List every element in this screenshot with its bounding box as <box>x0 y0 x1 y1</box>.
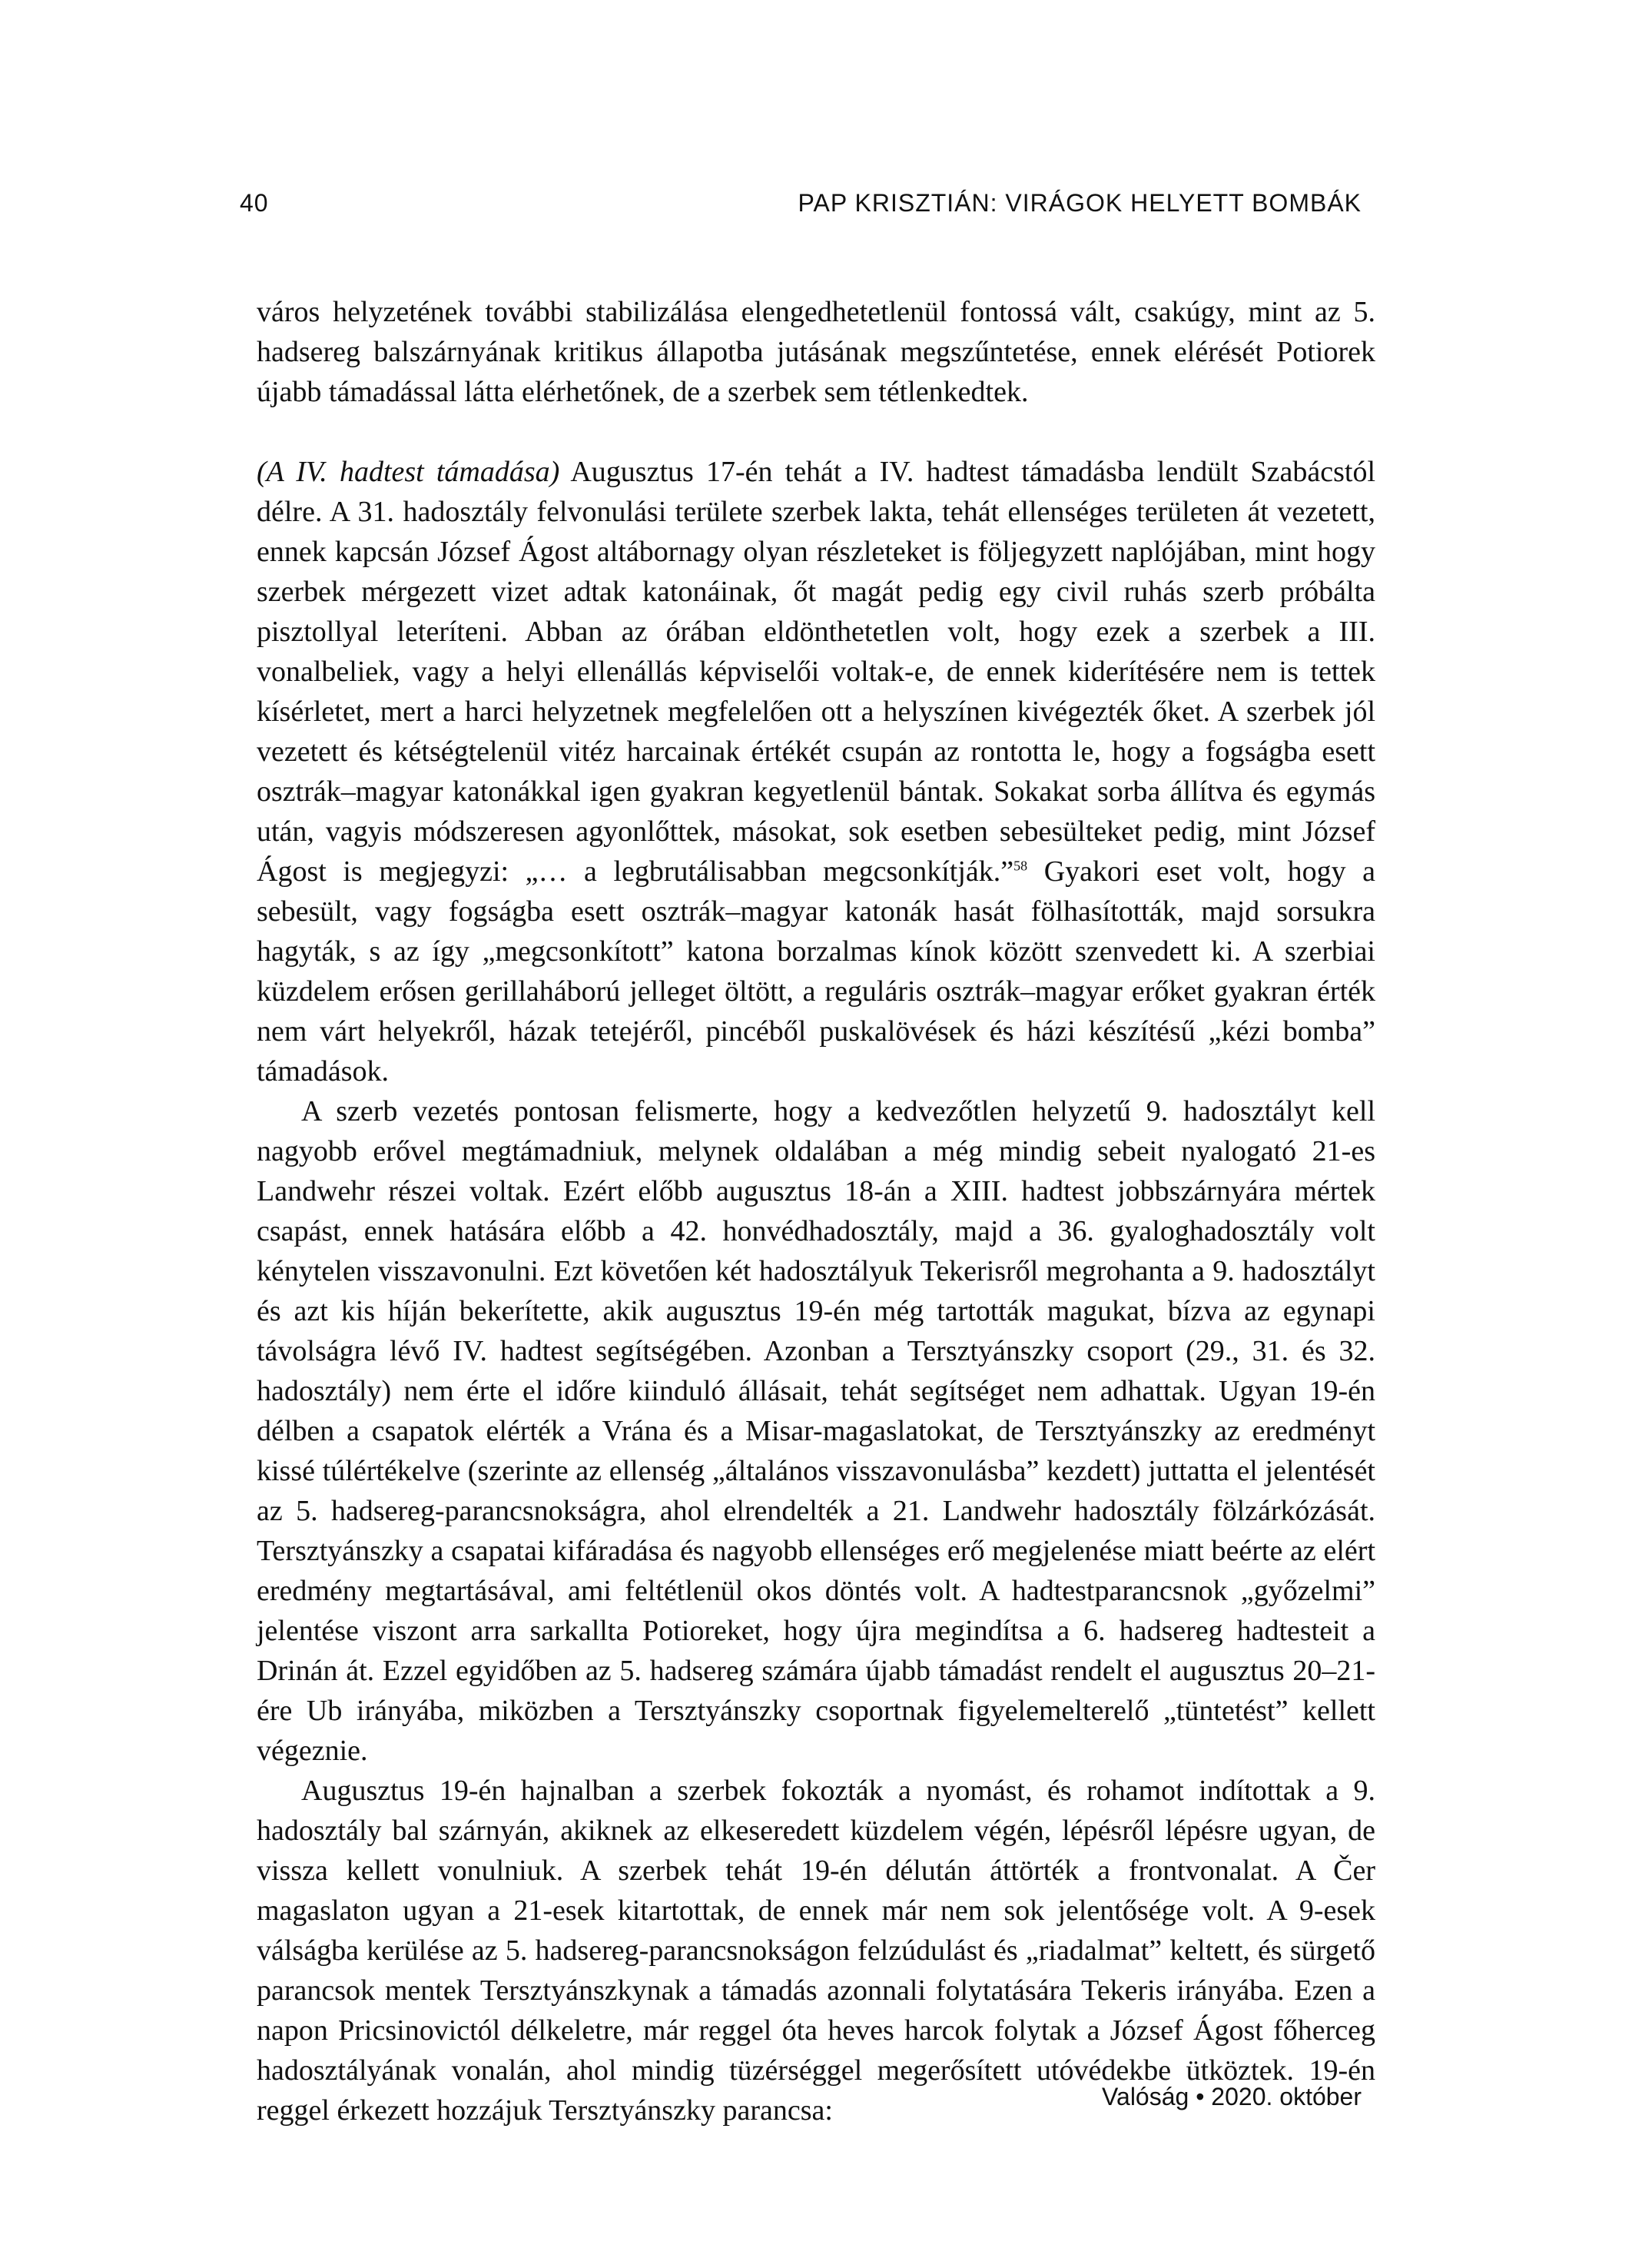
footnote-ref: 58 <box>1013 858 1028 874</box>
article-body <box>257 292 1375 2130</box>
running-title: PAP KRISZTIÁN: VIRÁGOK HELYETT BOMBÁK <box>798 189 1362 217</box>
paragraph-2-text-a: Augusztus 17-én tehát a IV. hadtest támadásba lendült Szabácstól délre. A 31. hadosztály felvonulási területe szerbek lakta, tehát ellenséges területen át vezetett, ennek kapcsán József Ágost altábornagy olyan részleteket is följegyzett naplójában, mint hogy szerbek mérgezett vizet adtak katonáinak, őt magát pedig egy civil ruhás szerb próbálta pisztollyal leteríteni. Abban az órában eldönthetetlen volt, hogy ezek a szerbek a III. vonalbeliek, vagy a helyi ellenállás képviselői voltak-e, de ennek kiderítésére nem is tettek kísérletet, mert a harci helyzetnek megfelelően ott a helyszínen kivégezték őket. A szerbek jól vezetett és kétségtelenül vitéz harcainak értékét csupán az rontotta le, hogy a fogságba esett osztrák–magyar katonákkal igen gyakran kegyetlenül bántak. Sokakat sorba állítva és egymás után, vagyis módszeresen agyonlőttek, másokat, sok esetben sebesülteket pedig, mint József Ágost is megjegyzi: „… a legbrutálisabban megcsonkítják.” <box>257 456 1375 888</box>
paragraph-2 <box>257 452 1375 1091</box>
paragraph-4: Augusztus 19-én hajnalban a szerbek fokozták a nyomást, és rohamot indítottak a 9. hadosztály bal szárnyán, akiknek az elkeseredett küzdelem végén, lépésről lépésre ugyan, de vissza kellett vonulniuk. A szerbek tehát 19-én délután áttörték a frontvonalat. A Čer magaslaton ugyan a 21-esek kitartottak, de ennek már nem sok jelentősége volt. A 9-esek válságba kerülése az 5. hadsereg-parancsnokságon felzúdulást és „riadalmat” keltett, és sürgető parancsok mentek Tersztyánszkynak a támadás azonnali folytatására Tekeris irányába. Ezen a napon Pricsinovictól délkeletre, már reggel óta heves harcok folytak a József Ágost főherceg hadosztályának vonalán, ahol mindig tüzérséggel megerősített utóvédekbe ütköztek. 19-én reggel érkezett hozzájuk Tersztyánszky parancsa: <box>257 1775 1375 2127</box>
paragraph-2-text-b: Gyakori eset volt, hogy a sebesült, vagy fogságba esett osztrák–magyar katonák hasát fölhasították, majd sorsukra hagyták, s az így „megcsonkított” katona borzalmas kínok között szenvedett ki. A szerbiai küzdelem erősen gerillaháború jelleget öltött, a reguláris osztrák–magyar erőket gyakran érték nem várt helyekről, házak tetejéről, pincéből puskalövések és házi készítésű „kézi bomba” támadások. <box>257 855 1375 1088</box>
paragraph-1: város helyzetének további stabilizálása elengedhetetlenül fontossá vált, csakúgy, mint az 5. hadsereg balszárnyának kritikus állapotba jutásának megszűntetése, ennek elérését Potiorek újabb támadással látta elérhetőnek, de a szerbek sem tétlenkedtek. <box>257 296 1375 408</box>
page-number: 40 <box>240 189 269 217</box>
footer-journal: Valóság • 2020. október <box>1102 2083 1362 2110</box>
section-heading: (A IV. hadtest támadása) <box>257 456 560 488</box>
paragraph-3: A szerb vezetés pontosan felismerte, hogy a kedvezőtlen helyzetű 9. hadosztályt kell nagyobb erővel megtámadniuk, melynek oldalában a még mindig sebeit nyalogató 21-es Landwehr részei voltak. Ezért előbb augusztus 18-án a XIII. hadtest jobbszárnyára mértek csapást, ennek hatására előbb a 42. honvédhadosztály, majd a 36. gyaloghadosztály volt kénytelen visszavonulni. Ezt követően két hadosztályuk Tekerisről megrohanta a 9. hadosztályt és azt kis híján bekerítette, akik augusztus 19-én még tartották magukat, bízva az egynapi távolságra lévő IV. hadtest segítségében. Azonban a Tersztyánszky csoport (29., 31. és 32. hadosztály) nem érte el időre kiinduló állásait, tehát segítséget nem adhattak. Ugyan 19-én délben a csapatok elérték a Vrána és a Misar-magaslatokat, de Tersztyánszky az eredményt kissé túlértékelve (szerinte az ellenség „általános visszavonulásba” kezdett) juttatta el jelentését az 5. hadsereg-parancsnokságra, ahol elrendelték a 21. Landwehr hadosztály fölzárkózását. Tersztyánszky a csapatai kifáradása és nagyobb ellenséges erő megjelenése miatt beérte az elért eredmény megtartásával, ami feltétlenül okos döntés volt. A hadtestparancsnok „győzelmi” jelentése viszont arra sarkallta Potioreket, hogy újra megindítsa a 6. hadsereg hadtesteit a Drinán át. Ezzel egyidőben az 5. hadsereg számára újabb támadást rendelt el augusztus 20–21-ére Ub irányába, miközben a Tersztyánszky csoportnak figyelemelterelő „tüntetést” kellett végeznie. <box>257 1095 1375 1767</box>
running-head <box>240 189 1362 223</box>
